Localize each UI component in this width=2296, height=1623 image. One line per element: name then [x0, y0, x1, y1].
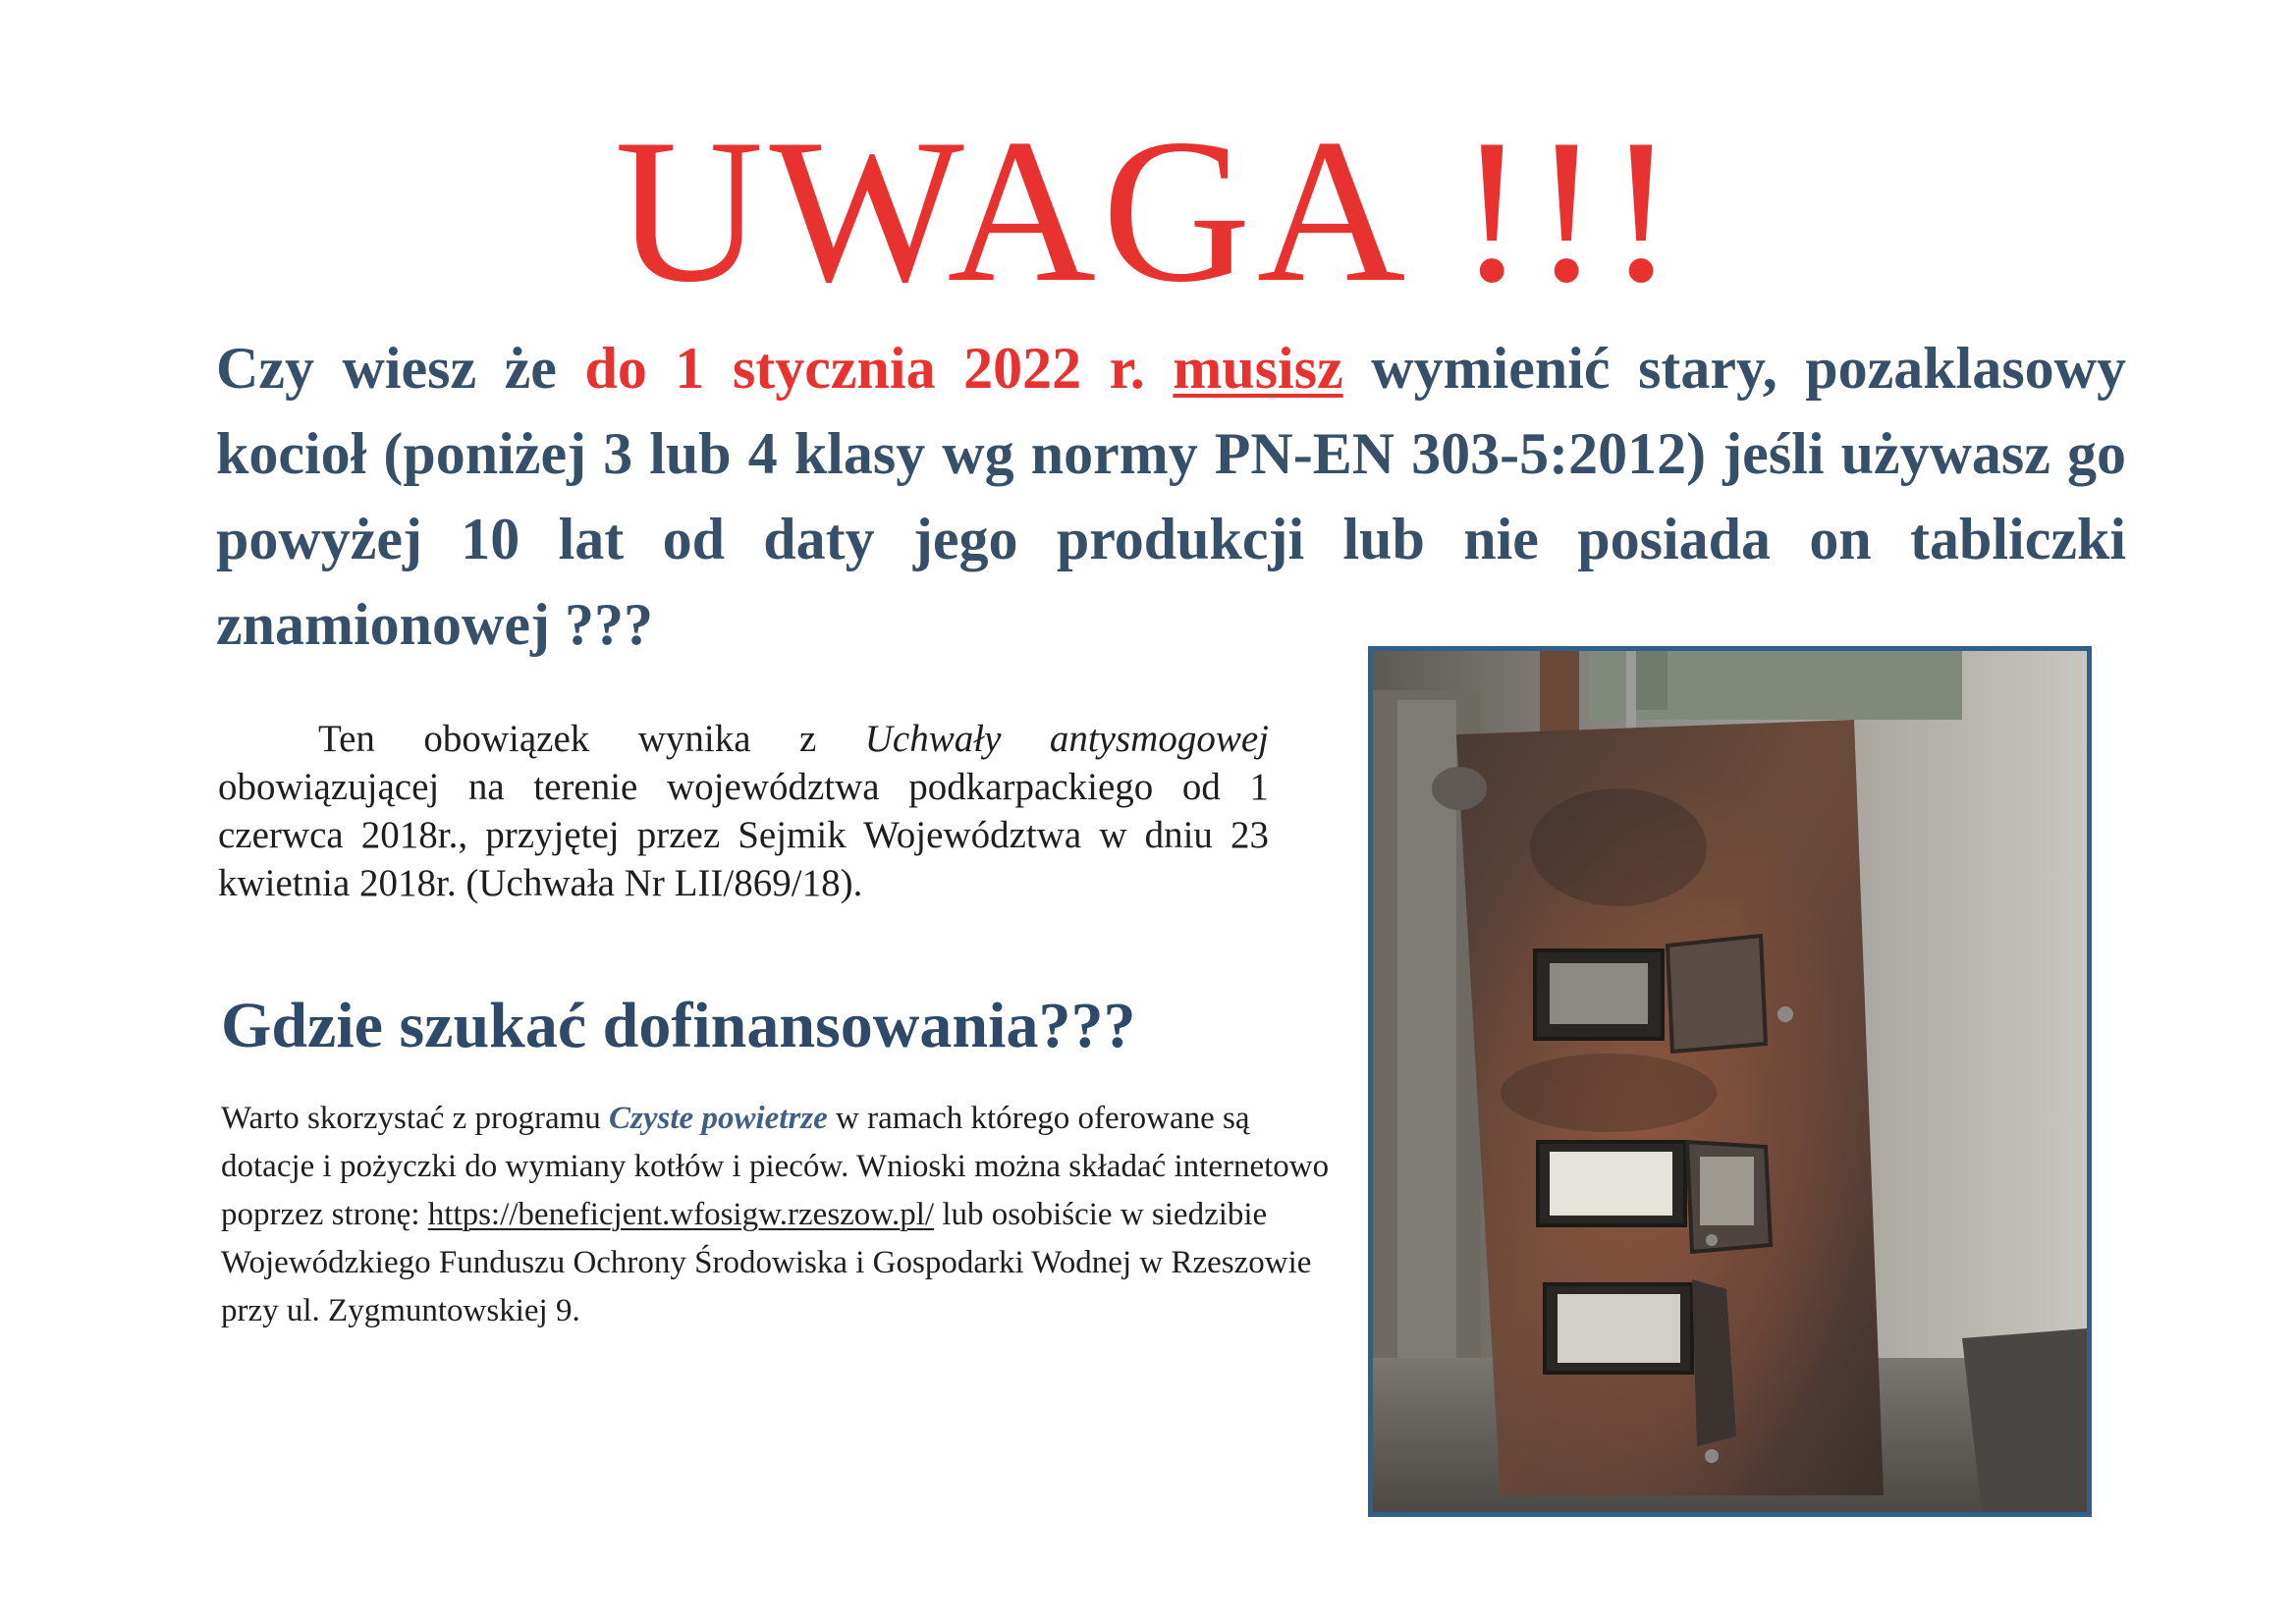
funding-heading: Gdzie szukać dofinansowania??? — [221, 990, 1136, 1061]
warning-title: UWAGA !!! — [614, 97, 1682, 325]
resolution-name: Uchwały antysmogowej — [864, 718, 1269, 760]
funding-text-end: lub osobiście w siedzibie Wojewódzkiego Funduszu Ochrony Środowiska i Gospodarki Wodnej w Rzeszowie przy ul. Zygmuntowskiej 9. — [221, 1197, 1312, 1328]
funding-paragraph — [221, 1095, 1331, 1335]
must-emphasis: musisz — [1173, 336, 1343, 401]
boiler-photo-frame — [1368, 646, 2092, 1517]
question-text-end: wymienić stary, pozaklasowy kocioł (poniżej 3 lub 4 klasy wg normy PN-EN 303-5:2012) jeśli używasz go powyżej 10 lat od daty jego produkcji lub nie posiada on tabliczki znamionowej ??? — [216, 336, 2126, 657]
funding-text-middle: w ramach którego oferowane są dotacje i pożyczki do wymiany kotłów i pieców. Wnioski można składać internetowo poprzez stronę: — [221, 1101, 1330, 1232]
obligation-paragraph — [218, 715, 1269, 907]
funding-text-start: Warto skorzystać z programu — [221, 1101, 610, 1136]
boiler-question — [216, 326, 2126, 668]
deadline-date: do 1 stycznia 2022 r. — [584, 336, 1145, 401]
obligation-text-start: Ten obowiązek wynika z — [318, 718, 865, 760]
question-text-start: Czy wiesz że — [216, 336, 585, 401]
program-name: Czyste powietrze — [609, 1101, 828, 1136]
application-url-link[interactable]: https://beneficjent.wfosigw.rzeszow.pl/ — [427, 1197, 935, 1232]
question-space — [1145, 336, 1174, 401]
obligation-text-end: obowiązującej na terenie województwa podkarpackiego od 1 czerwca 2018r., przyjętej przez Sejmik Województwa w dniu 23 kwietnia 2018r. (Uchwała Nr LII/869/18). — [218, 766, 1269, 904]
old-boiler-photo — [1373, 651, 2087, 1512]
